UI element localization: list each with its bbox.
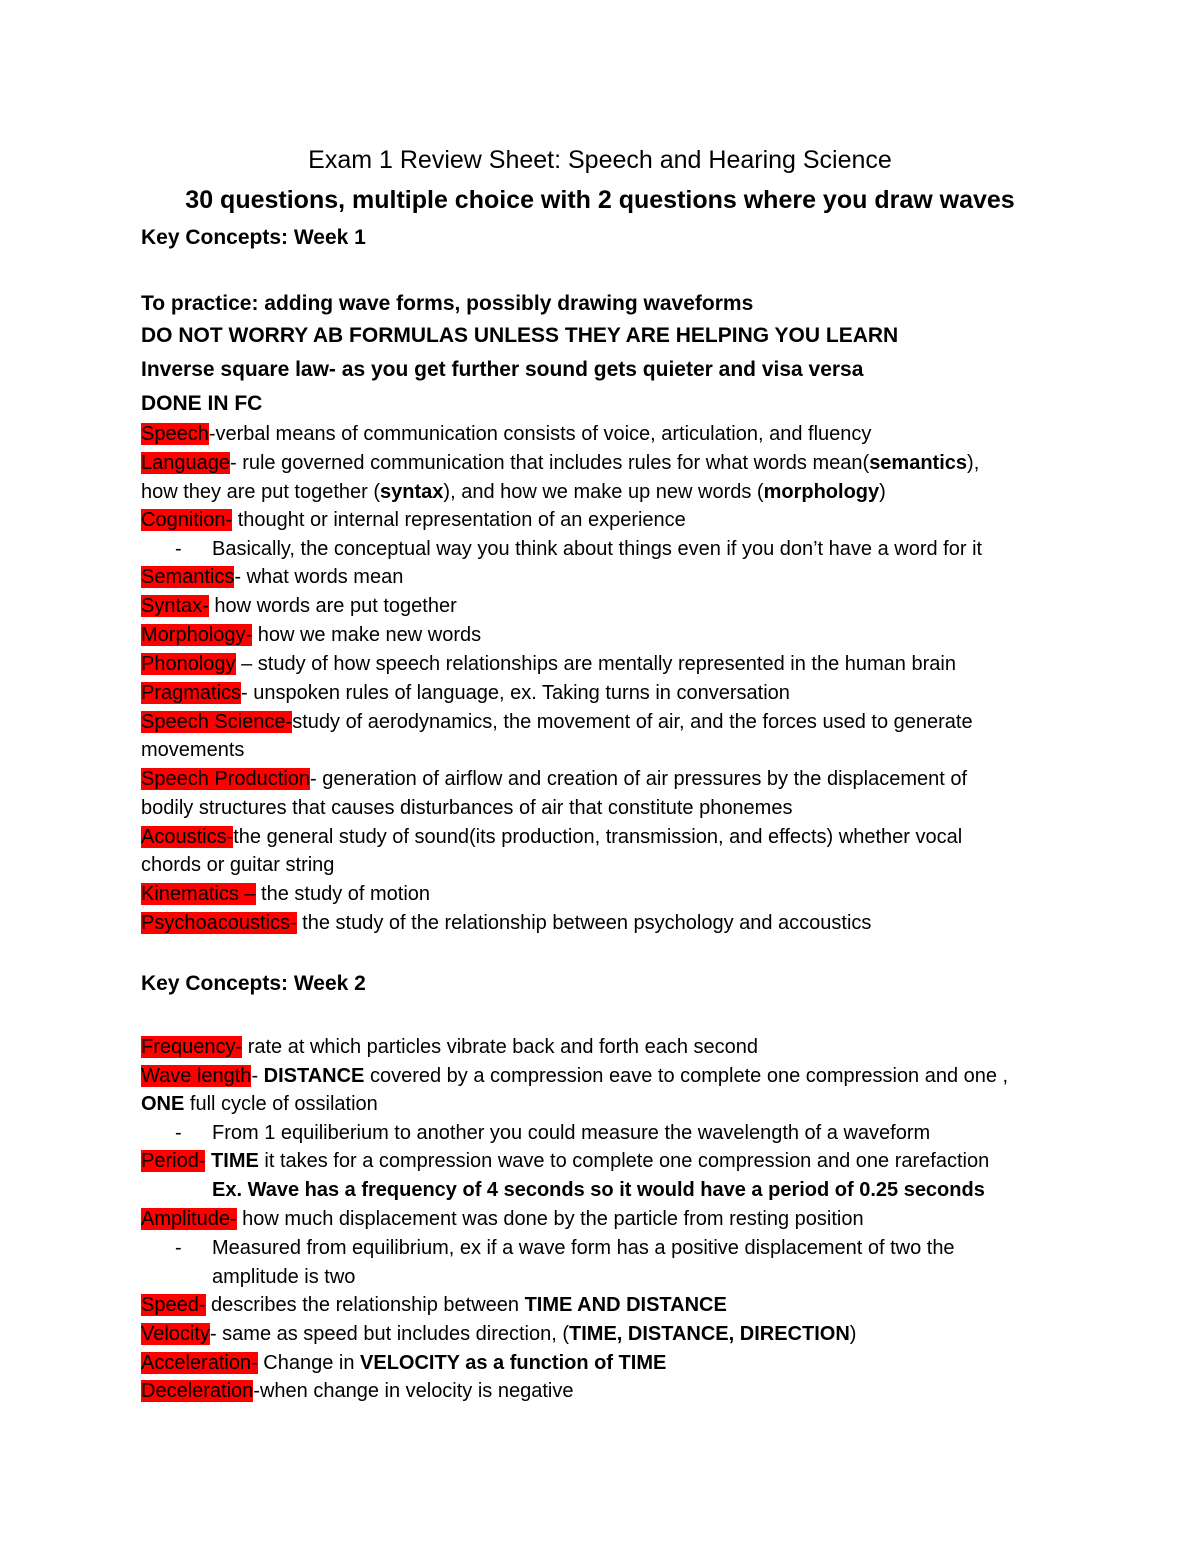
term-language: Language bbox=[141, 452, 230, 474]
def-pragmatics: Pragmatics- unspoken rules of language, ex. Taking turns in conversation bbox=[141, 682, 790, 704]
def-frequency: Frequency- rate at which particles vibrate back and forth each second bbox=[141, 1036, 758, 1058]
def-morphology: Morphology- how we make new words bbox=[141, 624, 482, 646]
def-amplitude: Amplitude- how much displacement was done by the particle from resting position bbox=[141, 1208, 864, 1230]
def-speed: Speed- describes the relationship between TIME AND DISTANCE bbox=[141, 1294, 727, 1316]
term-phonology: Phonology bbox=[141, 653, 236, 675]
def-deceleration: Deceleration-when change in velocity is negative bbox=[141, 1380, 574, 1402]
def-speech-science: Speech Science-study of aerodynamics, the movement of air, and the forces used to generate bbox=[141, 711, 973, 733]
def-kinematics: Kinematics – the study of motion bbox=[141, 883, 431, 905]
document-subtitle: 30 questions, multiple choice with 2 questions where you draw waves bbox=[185, 186, 1015, 214]
term-velocity: Velocity bbox=[141, 1323, 210, 1345]
def-semantics: Semantics- what words mean bbox=[141, 566, 404, 588]
term-amplitude: Amplitude- bbox=[141, 1208, 237, 1230]
wavelength-bullet: From 1 equiliberium to another you could measure the wavelength of a waveform bbox=[212, 1122, 931, 1144]
week2-heading: Key Concepts: Week 2 bbox=[141, 972, 366, 995]
def-syntax: Syntax- how words are put together bbox=[141, 595, 457, 617]
done-note: DONE IN FC bbox=[141, 392, 263, 415]
inverse-square-law: Inverse square law- as you get further sound gets quieter and visa versa bbox=[141, 358, 864, 381]
term-frequency: Frequency- bbox=[141, 1036, 243, 1058]
def-acoustics: Acoustics-the general study of sound(its production, transmission, and effects) whether vocal bbox=[141, 826, 963, 848]
term-period: Period- bbox=[141, 1150, 206, 1172]
bullet-dash: - bbox=[175, 1122, 182, 1144]
term-morphology: Morphology- bbox=[141, 624, 253, 646]
term-cognition: Cognition- bbox=[141, 509, 233, 531]
term-deceleration: Deceleration bbox=[141, 1380, 254, 1402]
def-speech: Speech-verbal means of communication consists of voice, articulation, and fluency bbox=[141, 423, 872, 445]
document-title: Exam 1 Review Sheet: Speech and Hearing Science bbox=[308, 146, 892, 174]
amplitude-bullet: Measured from equilibrium, ex if a wave form has a positive displacement of two the bbox=[212, 1237, 955, 1259]
def-language-cont: how they are put together (syntax), and how we make up new words (morphology) bbox=[141, 481, 886, 503]
def-period: Period- TIME it takes for a compression wave to complete one compression and one rarefaction bbox=[141, 1150, 990, 1172]
term-speech-production: Speech Production bbox=[141, 768, 311, 790]
term-pragmatics: Pragmatics bbox=[141, 682, 242, 704]
term-acoustics: Acoustics- bbox=[141, 826, 234, 848]
term-semantics: Semantics bbox=[141, 566, 235, 588]
def-speech-production-cont: bodily structures that causes disturbances of air that constitute phonemes bbox=[141, 797, 793, 819]
bullet-dash: - bbox=[175, 538, 182, 560]
bullet-dash: - bbox=[175, 1237, 182, 1259]
def-wavelength-cont: ONE full cycle of ossilation bbox=[141, 1093, 378, 1115]
cognition-bullet: Basically, the conceptual way you think about things even if you don’t have a word for it bbox=[212, 538, 983, 560]
def-acoustics-cont: chords or guitar string bbox=[141, 854, 335, 876]
amplitude-bullet-cont: amplitude is two bbox=[212, 1266, 356, 1288]
def-speech-science-cont: movements bbox=[141, 739, 245, 761]
def-phonology: Phonology – study of how speech relationships are mentally represented in the human brain bbox=[141, 653, 956, 675]
period-example: Ex. Wave has a frequency of 4 seconds so it would have a period of 0.25 seconds bbox=[212, 1179, 985, 1201]
term-speed: Speed- bbox=[141, 1294, 206, 1316]
term-syntax: Syntax- bbox=[141, 595, 209, 617]
term-speech-science: Speech Science- bbox=[141, 711, 293, 733]
def-acceleration: Acceleration- Change in VELOCITY as a function of TIME bbox=[141, 1352, 667, 1374]
term-acceleration: Acceleration- bbox=[141, 1352, 258, 1374]
formulas-note: DO NOT WORRY AB FORMULAS UNLESS THEY ARE HELPING YOU LEARN bbox=[141, 324, 899, 347]
def-psychoacoustics: Psychoacoustics- the study of the relationship between psychology and accoustics bbox=[141, 912, 872, 934]
term-kinematics: Kinematics – bbox=[141, 883, 256, 905]
def-wavelength: Wave length- DISTANCE covered by a compression eave to complete one compression and one , bbox=[141, 1065, 1009, 1087]
term-wavelength: Wave length bbox=[141, 1065, 252, 1087]
practice-note: To practice: adding wave forms, possibly drawing waveforms bbox=[141, 292, 754, 315]
def-speech-production: Speech Production- generation of airflow and creation of air pressures by the displacement of bbox=[141, 768, 968, 790]
week1-heading: Key Concepts: Week 1 bbox=[141, 226, 366, 249]
term-speech: Speech bbox=[141, 423, 209, 445]
def-velocity: Velocity- same as speed but includes direction, (TIME, DISTANCE, DIRECTION) bbox=[141, 1323, 857, 1345]
def-cognition: Cognition- thought or internal representation of an experience bbox=[141, 509, 686, 531]
def-language: Language- rule governed communication that includes rules for what words mean(semantics), bbox=[141, 452, 980, 474]
term-psychoacoustics: Psychoacoustics- bbox=[141, 912, 297, 934]
